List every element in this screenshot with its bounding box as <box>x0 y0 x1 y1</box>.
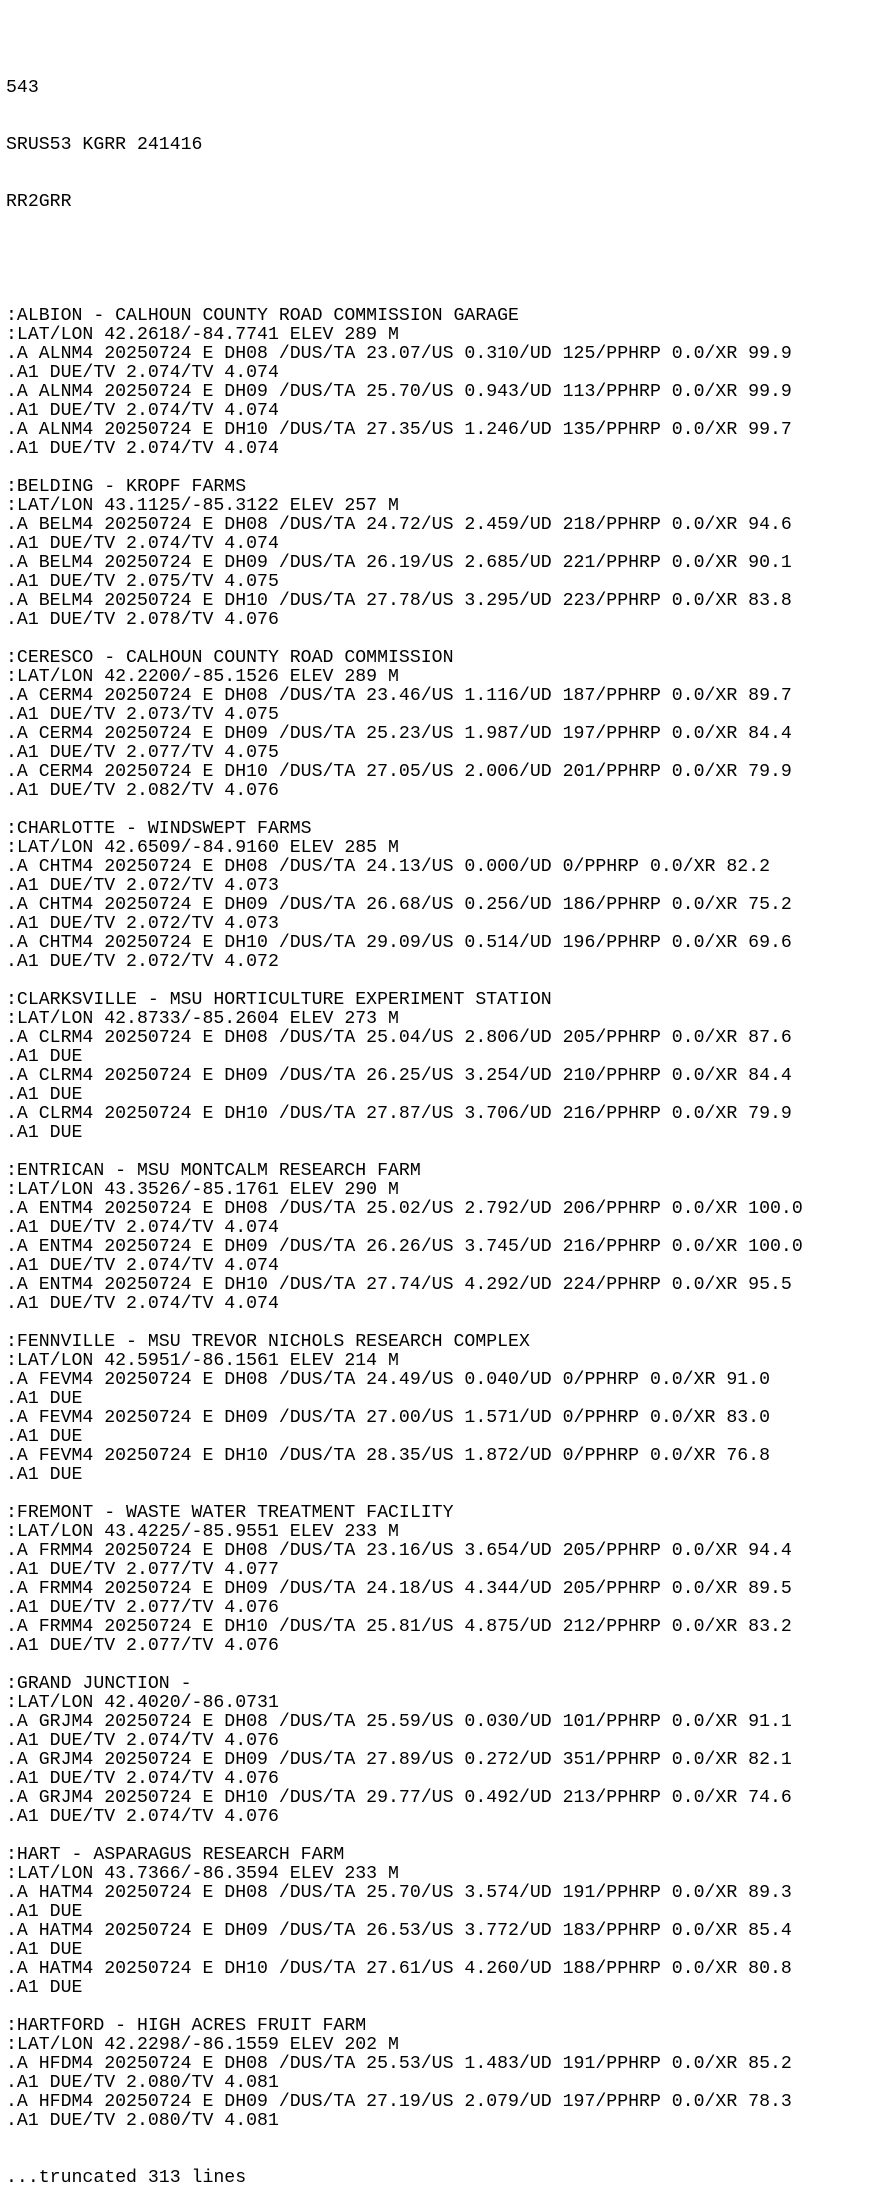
station-name-line: :HART - ASPARAGUS RESEARCH FARM <box>6 1845 345 1865</box>
continuation-line: .A1 DUE <box>6 1902 83 1922</box>
observation-line: .A ALNM4 20250724 E DH08 /DUS/TA 23.07/US 0.310/UD 125/PPHRP 0.0/XR 99.9 <box>6 344 792 364</box>
observation-line: .A CHTM4 20250724 E DH10 /DUS/TA 29.09/US 0.514/UD 196/PPHRP 0.0/XR 69.6 <box>6 933 792 953</box>
continuation-line: .A1 DUE/TV 2.077/TV 4.076 <box>6 1598 279 1618</box>
observation-line: .A GRJM4 20250724 E DH09 /DUS/TA 27.89/US 0.272/UD 351/PPHRP 0.0/XR 82.1 <box>6 1750 792 1770</box>
continuation-line: .A1 DUE/TV 2.078/TV 4.076 <box>6 610 279 630</box>
observation-line: .A BELM4 20250724 E DH10 /DUS/TA 27.78/US 3.295/UD 223/PPHRP 0.0/XR 83.8 <box>6 591 792 611</box>
station-block <box>6 1504 885 1656</box>
observation-line: .A HATM4 20250724 E DH09 /DUS/TA 26.53/US 3.772/UD 183/PPHRP 0.0/XR 85.4 <box>6 1921 792 1941</box>
observation-line: .A CERM4 20250724 E DH10 /DUS/TA 27.05/US 2.006/UD 201/PPHRP 0.0/XR 79.9 <box>6 762 792 782</box>
observation-line: .A FEVM4 20250724 E DH08 /DUS/TA 24.49/US 0.040/UD 0/PPHRP 0.0/XR 91.0 <box>6 1370 770 1390</box>
station-location-line: :LAT/LON 42.2200/-85.1526 ELEV 289 M <box>6 667 399 687</box>
header-line-awips-id: RR2GRR <box>6 192 72 212</box>
station-list <box>6 288 885 2131</box>
continuation-line: .A1 DUE <box>6 1427 83 1447</box>
blank-separator <box>6 1314 885 1333</box>
continuation-line: .A1 DUE/TV 2.074/TV 4.074 <box>6 439 279 459</box>
continuation-line: .A1 DUE/TV 2.075/TV 4.075 <box>6 572 279 592</box>
station-name-line: :CERESCO - CALHOUN COUNTY ROAD COMMISSION <box>6 648 454 668</box>
station-name-line: :HARTFORD - HIGH ACRES FRUIT FARM <box>6 2016 367 2036</box>
blank-separator <box>6 630 885 649</box>
continuation-line: .A1 DUE <box>6 1047 83 1067</box>
blank-separator <box>6 801 885 820</box>
station-location-line: :LAT/LON 43.1125/-85.3122 ELEV 257 M <box>6 496 399 516</box>
header-line-wmo-heading: SRUS53 KGRR 241416 <box>6 135 203 155</box>
continuation-line: .A1 DUE <box>6 1085 83 1105</box>
blank-separator <box>6 1827 885 1846</box>
continuation-line: .A1 DUE/TV 2.074/TV 4.076 <box>6 1731 279 1751</box>
observation-line: .A HATM4 20250724 E DH10 /DUS/TA 27.61/US 4.260/UD 188/PPHRP 0.0/XR 80.8 <box>6 1959 792 1979</box>
station-block <box>6 307 885 459</box>
observation-line: .A ALNM4 20250724 E DH10 /DUS/TA 27.35/US 1.246/UD 135/PPHRP 0.0/XR 99.7 <box>6 420 792 440</box>
continuation-line: .A1 DUE/TV 2.077/TV 4.076 <box>6 1636 279 1656</box>
observation-line: .A BELM4 20250724 E DH09 /DUS/TA 26.19/US 2.685/UD 221/PPHRP 0.0/XR 90.1 <box>6 553 792 573</box>
continuation-line: .A1 DUE/TV 2.072/TV 4.072 <box>6 952 279 972</box>
continuation-line: .A1 DUE/TV 2.074/TV 4.074 <box>6 401 279 421</box>
station-location-line: :LAT/LON 42.6509/-84.9160 ELEV 285 M <box>6 838 399 858</box>
observation-line: .A ALNM4 20250724 E DH09 /DUS/TA 25.70/US 0.943/UD 113/PPHRP 0.0/XR 99.9 <box>6 382 792 402</box>
observation-line: .A FEVM4 20250724 E DH09 /DUS/TA 27.00/US 1.571/UD 0/PPHRP 0.0/XR 83.0 <box>6 1408 770 1428</box>
station-location-line: :LAT/LON 42.2298/-86.1559 ELEV 202 M <box>6 2035 399 2055</box>
continuation-line: .A1 DUE/TV 2.074/TV 4.074 <box>6 363 279 383</box>
continuation-line: .A1 DUE/TV 2.072/TV 4.073 <box>6 914 279 934</box>
continuation-line: .A1 DUE/TV 2.074/TV 4.074 <box>6 1256 279 1276</box>
continuation-line: .A1 DUE/TV 2.074/TV 4.076 <box>6 1807 279 1827</box>
continuation-line: .A1 DUE/TV 2.074/TV 4.074 <box>6 1218 279 1238</box>
continuation-line: .A1 DUE <box>6 1465 83 1485</box>
station-block <box>6 1333 885 1485</box>
continuation-line: .A1 DUE/TV 2.074/TV 4.074 <box>6 534 279 554</box>
continuation-line: .A1 DUE <box>6 1940 83 1960</box>
station-location-line: :LAT/LON 42.5951/-86.1561 ELEV 214 M <box>6 1351 399 1371</box>
blank-separator <box>6 1998 885 2017</box>
continuation-line: .A1 DUE/TV 2.080/TV 4.081 <box>6 2111 279 2131</box>
observation-line: .A FRMM4 20250724 E DH10 /DUS/TA 25.81/US 4.875/UD 212/PPHRP 0.0/XR 83.2 <box>6 1617 792 1637</box>
continuation-line: .A1 DUE <box>6 1389 83 1409</box>
continuation-line: .A1 DUE/TV 2.074/TV 4.074 <box>6 1294 279 1314</box>
observation-line: .A CERM4 20250724 E DH09 /DUS/TA 25.23/US 1.987/UD 197/PPHRP 0.0/XR 84.4 <box>6 724 792 744</box>
station-name-line: :ENTRICAN - MSU MONTCALM RESEARCH FARM <box>6 1161 421 1181</box>
station-block <box>6 478 885 630</box>
observation-line: .A CERM4 20250724 E DH08 /DUS/TA 23.46/US 1.116/UD 187/PPHRP 0.0/XR 89.7 <box>6 686 792 706</box>
continuation-line: .A1 DUE/TV 2.077/TV 4.075 <box>6 743 279 763</box>
station-name-line: :FREMONT - WASTE WATER TREATMENT FACILITY <box>6 1503 454 1523</box>
observation-line: .A ENTM4 20250724 E DH08 /DUS/TA 25.02/US 2.792/UD 206/PPHRP 0.0/XR 100.0 <box>6 1199 803 1219</box>
station-location-line: :LAT/LON 43.7366/-86.3594 ELEV 233 M <box>6 1864 399 1884</box>
observation-line: .A BELM4 20250724 E DH08 /DUS/TA 24.72/US 2.459/UD 218/PPHRP 0.0/XR 94.6 <box>6 515 792 535</box>
bulletin-header <box>6 41 885 250</box>
continuation-line: .A1 DUE <box>6 1123 83 1143</box>
station-location-line: :LAT/LON 42.8733/-85.2604 ELEV 273 M <box>6 1009 399 1029</box>
station-name-line: :BELDING - KROPF FARMS <box>6 477 247 497</box>
truncation-notice: ...truncated 313 lines <box>6 2168 247 2188</box>
observation-line: .A CHTM4 20250724 E DH08 /DUS/TA 24.13/US 0.000/UD 0/PPHRP 0.0/XR 82.2 <box>6 857 770 877</box>
observation-line: .A HFDM4 20250724 E DH09 /DUS/TA 27.19/US 2.079/UD 197/PPHRP 0.0/XR 78.3 <box>6 2092 792 2112</box>
observation-line: .A CHTM4 20250724 E DH09 /DUS/TA 26.68/US 0.256/UD 186/PPHRP 0.0/XR 75.2 <box>6 895 792 915</box>
observation-line: .A HFDM4 20250724 E DH08 /DUS/TA 25.53/US 1.483/UD 191/PPHRP 0.0/XR 85.2 <box>6 2054 792 2074</box>
continuation-line: .A1 DUE/TV 2.077/TV 4.077 <box>6 1560 279 1580</box>
station-block <box>6 1162 885 1314</box>
observation-line: .A HATM4 20250724 E DH08 /DUS/TA 25.70/US 3.574/UD 191/PPHRP 0.0/XR 89.3 <box>6 1883 792 1903</box>
station-block <box>6 1675 885 1827</box>
blank-separator <box>6 1485 885 1504</box>
observation-line: .A FRMM4 20250724 E DH09 /DUS/TA 24.18/US 4.344/UD 205/PPHRP 0.0/XR 89.5 <box>6 1579 792 1599</box>
station-block <box>6 991 885 1143</box>
station-location-line: :LAT/LON 42.4020/-86.0731 <box>6 1693 279 1713</box>
continuation-line: .A1 DUE/TV 2.080/TV 4.081 <box>6 2073 279 2093</box>
station-name-line: :CHARLOTTE - WINDSWEPT FARMS <box>6 819 312 839</box>
observation-line: .A FEVM4 20250724 E DH10 /DUS/TA 28.35/US 1.872/UD 0/PPHRP 0.0/XR 76.8 <box>6 1446 770 1466</box>
observation-line: .A ENTM4 20250724 E DH09 /DUS/TA 26.26/US 3.745/UD 216/PPHRP 0.0/XR 100.0 <box>6 1237 803 1257</box>
station-location-line: :LAT/LON 42.2618/-84.7741 ELEV 289 M <box>6 325 399 345</box>
continuation-line: .A1 DUE/TV 2.072/TV 4.073 <box>6 876 279 896</box>
station-location-line: :LAT/LON 43.3526/-85.1761 ELEV 290 M <box>6 1180 399 1200</box>
continuation-line: .A1 DUE <box>6 1978 83 1998</box>
station-block <box>6 649 885 801</box>
continuation-line: .A1 DUE/TV 2.082/TV 4.076 <box>6 781 279 801</box>
continuation-line: .A1 DUE/TV 2.073/TV 4.075 <box>6 705 279 725</box>
station-block <box>6 1846 885 1998</box>
station-name-line: :CLARKSVILLE - MSU HORTICULTURE EXPERIMENT STATION <box>6 990 552 1010</box>
observation-line: .A FRMM4 20250724 E DH08 /DUS/TA 23.16/US 3.654/UD 205/PPHRP 0.0/XR 94.4 <box>6 1541 792 1561</box>
blank-separator <box>6 972 885 991</box>
blank-separator <box>6 1143 885 1162</box>
station-block <box>6 2017 885 2131</box>
station-name-line: :ALBION - CALHOUN COUNTY ROAD COMMISSION GARAGE <box>6 306 519 326</box>
station-name-line: :FENNVILLE - MSU TREVOR NICHOLS RESEARCH COMPLEX <box>6 1332 530 1352</box>
blank-separator <box>6 1656 885 1675</box>
observation-line: .A CLRM4 20250724 E DH09 /DUS/TA 26.25/US 3.254/UD 210/PPHRP 0.0/XR 84.4 <box>6 1066 792 1086</box>
observation-line: .A CLRM4 20250724 E DH08 /DUS/TA 25.04/US 2.806/UD 205/PPHRP 0.0/XR 87.6 <box>6 1028 792 1048</box>
observation-line: .A CLRM4 20250724 E DH10 /DUS/TA 27.87/US 3.706/UD 216/PPHRP 0.0/XR 79.9 <box>6 1104 792 1124</box>
observation-line: .A ENTM4 20250724 E DH10 /DUS/TA 27.74/US 4.292/UD 224/PPHRP 0.0/XR 95.5 <box>6 1275 792 1295</box>
header-line-product-number: 543 <box>6 78 39 98</box>
station-location-line: :LAT/LON 43.4225/-85.9551 ELEV 233 M <box>6 1522 399 1542</box>
blank-separator <box>6 459 885 478</box>
observation-line: .A GRJM4 20250724 E DH10 /DUS/TA 29.77/US 0.492/UD 213/PPHRP 0.0/XR 74.6 <box>6 1788 792 1808</box>
station-block <box>6 820 885 972</box>
station-name-line: :GRAND JUNCTION - <box>6 1674 192 1694</box>
continuation-line: .A1 DUE/TV 2.074/TV 4.076 <box>6 1769 279 1789</box>
observation-line: .A GRJM4 20250724 E DH08 /DUS/TA 25.59/US 0.030/UD 101/PPHRP 0.0/XR 91.1 <box>6 1712 792 1732</box>
blank-separator <box>6 288 885 307</box>
